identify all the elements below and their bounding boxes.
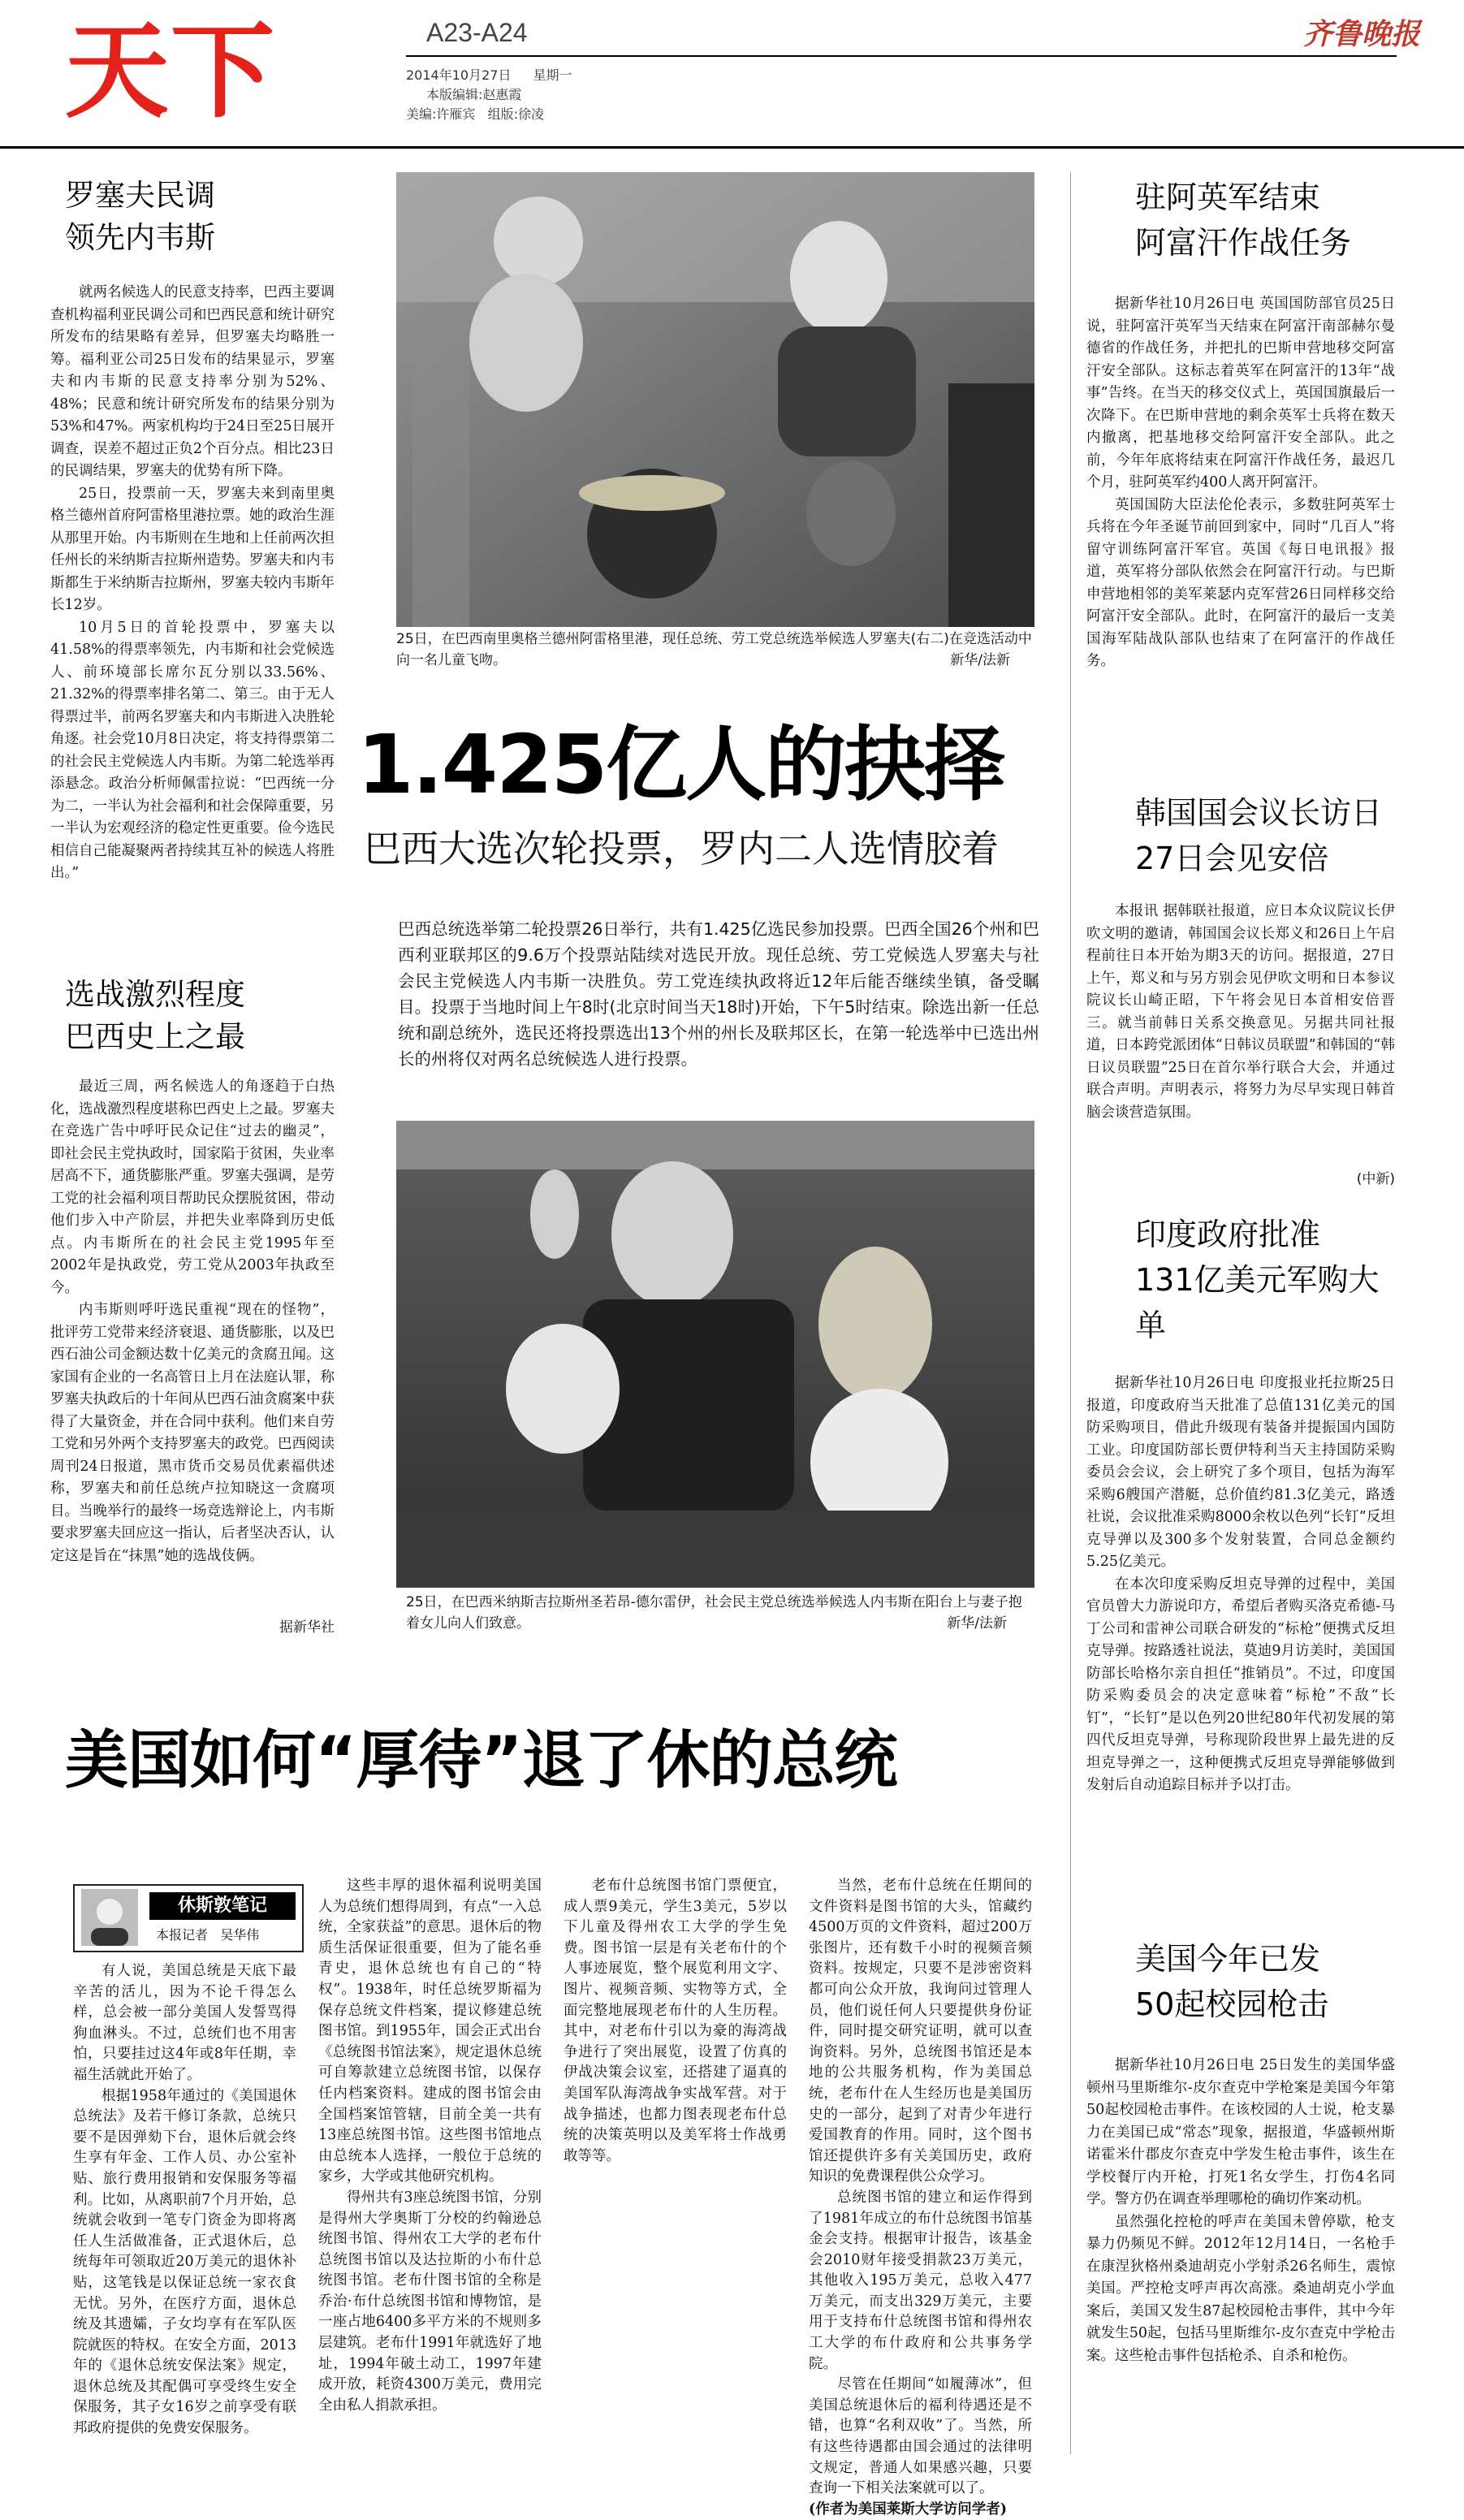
right-s3-body xyxy=(1086,1372,1395,1908)
left-credit: 据新华社 xyxy=(279,1619,335,1636)
feature-paragraph: 这些丰厚的退休福利说明美国人为总统们想得周到，有点“一入总统，全家获益”的意思。退休后的物质生活保证很重要，但为了能名垂青史，退休总统也有自己的“特权”。1938年，时任总统罗斯福为保存总统文件档案，提议修建总统图书馆。到1955年，国会正式出台《总统图书馆法案》，规定退休总统可自筹款建立总统图书馆，以保存任内档案资料。建成的图书馆会由全国档案馆管辖，目前全美一共有13座总统图书馆。这些图书馆地点由总统本人选择，一般位于总统的家乡，大学或其他研究机构。 xyxy=(318,1878,542,2185)
author-avatar xyxy=(81,1889,138,1946)
right-paragraph: 据新华社10月26日电 印度报业托拉斯25日报道，印度政府当天批准了总值131亿美元的国防采购项目，借此升级现有装备并提振国内国防工业。印度国防部长贾伊特利当天主持国防采购委员会会议，会上研究了多个项目，包括为海军采购6艘国产潜艇，总价值约81.3亿美元，路透社说，会议批准采购8000余枚以色列“长钉”反坦克导弹以及300多个发射装置，合同总金额约5.25亿美元。 xyxy=(1086,1375,1395,1570)
masthead-logo: 天下 xyxy=(65,11,277,132)
left-paragraph: 内韦斯则呼吁选民重视“现在的怪物”，批评劳工党带来经济衰退、通货膨胀，以及巴西石油公司金额达数十亿美元的贪腐丑闻。这家国有企业的一名高管日上月在法庭认罪，称罗塞夫执政后的十年间从巴西石油贪腐案中获得了大量资金，并在合同中获利。他们来自劳工党和另外两个支持罗塞夫的政党。巴西阅读周刊24日报道，黑市货币交易员优素福供述称，罗塞夫和前任总统卢拉知晓这一贪腐项目。当晚举行的最终一场竞选辩论上，内韦斯要求罗塞夫回应这一指认，后者坚决否认，认定这是旨在“抹黑”她的选战伎俩。 xyxy=(50,1302,335,1564)
right-paragraph: 据新华社10月26日电 英国国防部官员25日说，驻阿富汗英军当天结束在阿富汗南部赫尔曼德省的作战任务，并把扎的巴斯申营地移交阿富汗安全部队。这标志着英军在阿富汗的13年“战事”告终。在当天的移交仪式上，英国国旗最后一次降下。在巴斯申营地的剩余英军士兵将在数天内撤离，把基地移交给阿富汗安全部队。此之前，今年年底将结束在阿富汗作战任务，最迟几个月，驻阿英军约400人离开阿富汗。 xyxy=(1086,296,1395,491)
masthead-bottom-rule xyxy=(0,146,1464,149)
main-headline: 1.425亿人的抉择 xyxy=(357,717,1004,812)
right-column xyxy=(1086,175,1395,2465)
masthead-design: 美编:许雁宾 组版:徐凌 xyxy=(406,106,545,122)
left-headline-3: 选战激烈程度 xyxy=(65,977,245,1012)
feature-col-2 xyxy=(318,1876,542,2465)
left-headline-1: 罗塞夫民调 xyxy=(65,178,215,213)
right-paragraph: 本报讯 据韩联社报道，应日本众议院议长伊吹文明的邀请，韩国国会议长郑义和26日上午启程前往日本开始为期3天的访问。据报道，27日上午，郑义和与另方别会见伊吹文明和日本参议院议长山崎正昭，下午将会见日本首相安倍晋三。就当前韩日关系交换意见。另据共同社报道，日本跨党派团体“日韩议员联盟”和韩国的“韩日议员联盟”25日在首尔举行联合大会，并通过联合声明。声明表示，将努力为尽早实现日韩首脑会谈营造氛围。 xyxy=(1086,903,1395,1121)
right-story-4 xyxy=(1086,1936,1395,2396)
left-paragraph: 25日，投票前一天，罗塞夫来到南里奥格兰德州首府阿雷格里港拉票。她的政治生涯从那里开始。内韦斯则在生地和上任前两次担任州长的米纳斯吉拉斯州造势。罗塞夫和内韦斯都生于米纳斯吉拉斯州，罗塞夫较内韦斯年长12岁。 xyxy=(50,485,335,613)
feature-paragraph: 总统图书馆的建立和运作得到了1981年成立的布什总统图书馆基金会支持。根据审计报告，该基金会2010财年接受捐款23万美元，其他收入195万美元，总收入477万美元，而支出329万美元，主要用于支持布什总统图书馆和得州农工大学的布什政府和公共事务学院。 xyxy=(809,2189,1032,2372)
right-s3-headline-1: 印度政府批准 xyxy=(1135,1217,1321,1252)
top-photo-caption-text: 25日，在巴西南里奥格兰德州阿雷格里港，现任总统、劳工党总统选举候选人罗塞夫(右二)在竞选活动中向一名儿童飞吻。 xyxy=(396,631,1032,668)
masthead xyxy=(0,0,1464,150)
left-headline-2: 领先内韦斯 xyxy=(65,220,215,255)
right-s2-body xyxy=(1086,901,1395,1169)
left-headline-4: 巴西史上之最 xyxy=(65,1019,245,1054)
right-s2-headline-2: 27日会见安倍 xyxy=(1135,841,1329,876)
feature-paragraph: 根据1958年通过的《美国退休总统法》及若干修订条款，总统只要不是因弹劾下台，退休后就会终生享有年金、工作人员、办公室补贴、旅行费用报销和安保服务等福利。比如，从离职前7个月开始，总统就会收到一笔专门资金为即将离任人生活做准备，正式退休后，总统每年可领取近20万美元的退休补贴，这笔钱是以保证总统一家衣食无忧。另外，在医疗方面，退休总统及其遗孀，子女均享有在军队医院就医的特权。在安全方面，2013年的《退休总统安保法案》规定，退休总统及其配偶可享受终生安全保服务，其子女16岁之前享受有联邦政府提供的免费安保服务。 xyxy=(73,2087,296,2437)
right-story-2 xyxy=(1086,790,1395,1187)
left-body-1 xyxy=(50,282,335,956)
masthead-weekday: 星期一 xyxy=(533,67,572,83)
column-divider xyxy=(1070,172,1071,2454)
right-paragraph: 虽然强化控枪的呼声在美国未曾停歇，枪支暴力仍频见不鲜。2012年12月14日，一名枪手在康涅狄格州桑迪胡克小学射杀26名师生，震惊美国。严控枪支呼声再次高涨。桑迪胡克小学血案后，美国又发生87起校园枪击事件，其中今年就发生50起，包括马里斯维尔-皮尔查克中学枪击案。这些枪击事件包括枪杀、自杀和枪伤。 xyxy=(1086,2213,1395,2364)
main-lead: 巴西总统选举第二轮投票26日举行，共有1.425亿选民参加投票。巴西全国26个州和巴西利亚联邦区的9.6万个投票站陆续对选民开放。现任总统、劳工党候选人罗塞夫与社会民主党候选人内韦斯一决胜负。劳工党连续执政将近12年后能否继续坐镇，备受瞩目。投票于当地时间上午8时(北京时间当天18时)开始，下午5时结束。除选出新一任总统和副总统外，选民还将投票选出13个州的州长及联邦区长，在第一轮选举中已选出州长的州将仅对两名总统候选人进行投票。 xyxy=(398,919,1039,1069)
middle-photo-image xyxy=(396,1121,1034,1588)
left-body-2 xyxy=(50,1076,335,1612)
column-badge xyxy=(73,1884,304,1952)
right-s4-body xyxy=(1086,2055,1395,2396)
right-story-3 xyxy=(1086,1212,1395,1908)
top-photo-image xyxy=(396,172,1034,627)
feature-paragraph: 老布什总统图书馆门票便宜，成人票9美元，学生3美元，5岁以下儿童及得州农工大学的学生免费。图书馆一层是有关老布什的个人事迹展览，整个展览利用文字、图片、视频音频、实物等方式，全面完整地展现老布什的人生历程。其中，对老布什引以为豪的海湾战争进行了突出展览，设置了仿真的伊战决策会议室，还搭建了逼真的美国军队海湾战争实战军营。对于战争描述，也都力图表现老布什总统的决策英明以及美军将士作战勇敢等等。 xyxy=(564,1878,787,2164)
middle-photo-caption-text: 25日，在巴西米纳斯吉拉斯州圣若昂-德尔雷伊，社会民主党总统选举候选人内韦斯在阳台上与妻子抱着女儿向人们致意。 xyxy=(406,1594,1022,1632)
feature-paragraph: 有人说，美国总统是天底下最辛苦的活儿，因为不论千得怎么样，总会被一部分美国人发誓骂得狗血淋头。不过，总统们也不用害怕，只要挂过这4年或8年任期，幸福生活就此开始了。 xyxy=(73,1963,296,2083)
feature-author-note: (作者为美国莱斯大学访问学者) xyxy=(809,2501,1008,2518)
masthead-editor: 本版编辑:赵惠霞 xyxy=(426,87,522,102)
left-paragraph: 最近三周，两名候选人的角逐趋于白热化，选战激烈程度堪称巴西史上之最。罗塞夫在竞选广告中呼吁民众记住“过去的幽灵”，即社会民主党执政时，国家陷于贫困，失业率居高不下，通货膨胀严重。罗塞夫强调，是劳工党的社会福利项目帮助民众摆脱贫困，带动他们步入中产阶层，并把失业率降到历史低点。内韦斯所在的社会民主党1995年至2002年是执政党，劳工党从2003年执政至今。 xyxy=(50,1078,335,1296)
right-s4-headline-2: 50起校园枪击 xyxy=(1135,1986,1329,2022)
top-photo-caption xyxy=(396,629,1034,671)
feature-col-1 xyxy=(73,1961,296,2465)
right-s1-headline-2: 阿富汗作战任务 xyxy=(1135,225,1352,261)
column-name: 休斯敦笔记 xyxy=(149,1892,296,1920)
feature-col-3 xyxy=(564,1876,787,2465)
masthead-date xyxy=(406,65,572,84)
feature-col-4 xyxy=(809,1876,1032,2518)
feature-paragraph: 当然，老布什总统在任期间的文件资料是图书馆的大头，馆藏约4500万页的文件资料，超过200万张图片，还有数千小时的视频音频资料。按规定，只要不是涉密资料都可向公众开放，我询问过管理人员，他们说任何人只要提供身份证件，同时提交研究证明，就可以查询资料。另外，总统图书馆还是本地的公共服务机构，作为美国总统，老布什在人生经历也是美国历史的一部分，起到了对青少年进行爱国教育的作用。同时，这个图书馆还提供许多有关美国历史，政府知识的免费课程供公众学习。 xyxy=(809,1878,1032,2185)
masthead-divider xyxy=(406,55,1397,57)
masthead-paper-name: 齐鲁晚报 xyxy=(1303,17,1421,51)
right-s1-body xyxy=(1086,293,1395,756)
main-subhead: 巴西大选次轮投票，罗内二人选情胶着 xyxy=(364,827,999,871)
right-story-1 xyxy=(1086,175,1395,756)
right-s3-headline-2: 131亿美元军购大单 xyxy=(1135,1262,1380,1343)
right-s2-headline-1: 韩国国会议长访日 xyxy=(1135,795,1383,831)
left-paragraph: 10月5日的首轮投票中，罗塞夫以41.58%的得票率领先，内韦斯和社会党候选人、前环境部长席尔瓦分别以33.56%、21.32%的得票率排名第二、第三。由于无人得票过半，前两名罗塞夫和内韦斯进入决胜轮角逐。社会党10月8日决定，将支持得票第二的社会民主党候选人内韦斯。为第二轮选举再添悬念。政治分析师佩雷拉说：“巴西统一分为二，一半认为社会福利和社会保障重要，另一半认为宏观经济的稳定性更重要。俭今选民相信自己能凝聚两者持续其互补的候选人将胜出。” xyxy=(50,619,335,881)
feature-byline: 本报记者 吴华伟 xyxy=(156,1927,260,1943)
masthead-pages: A23-A24 xyxy=(426,18,528,47)
author-avatar-image xyxy=(81,1889,138,1946)
middle-photo-caption xyxy=(406,1592,1031,1634)
feature-paragraph: 得州共有3座总统图书馆，分别是得州大学奥斯丁分校的约翰逊总统图书馆、得州农工大学的老布什总统图书馆以及达拉斯的小布什总统图书馆。老布什图书馆的全称是乔治·布什总统图书馆和博物馆，是一座占地6400多平方米的不规则多层建筑。老布什1991年就选好了地址，1994年破土动工，1997年建成开放，耗资4300万美元，费用完全由私人捐款承担。 xyxy=(318,2189,542,2414)
top-photo-credit: 新华/法新 xyxy=(950,652,1010,668)
right-s4-headline-1: 美国今年已发 xyxy=(1135,1941,1321,1977)
right-s1-headline-1: 驻阿英军结束 xyxy=(1135,179,1321,215)
left-paragraph: 就两名候选人的民意支持率，巴西主要调查机构福利亚民调公司和巴西民意和统计研究所发布的结果略有差异，但罗塞夫均略胜一筹。福利亚公司25日发布的结果显示，罗塞夫和内韦斯的民意支持率分别为52%、48%；民意和统计研究所发布的结果分别为53%和47%。两家机构均于24日至25日展开调查，误差不超过正负2个百分点。相比23日的民调结果，罗塞夫的优势有所下降。 xyxy=(50,284,335,479)
top-photo xyxy=(396,172,1034,627)
right-paragraph: 在本次印度采购反坦克导弹的过程中，美国官员曾大力游说印方，希望后者购买洛克希德-马丁公司和雷神公司联合研发的“标枪”便携式反坦克导弹。按路透社说法，莫迪9月访美时，美国国防部长哈格尔亲自担任“推销员”。不过，印度国防采购委员会的决定意味着“标枪”不敌“长钉”，“长钉”是以色列20世纪80年代初发展的第四代反坦克导弹，号称现阶段世界上最先进的反坦克导弹之一，这种便携式反坦克导弹能够做到发射后自动追踪目标并予以打击。 xyxy=(1086,1576,1395,1793)
masthead-date-text: 2014年10月27日 xyxy=(406,67,512,83)
middle-photo-credit: 新华/法新 xyxy=(947,1615,1007,1632)
right-paragraph: 据新华社10月26日电 25日发生的美国华盛顿州马里斯维尔-皮尔查克中学枪案是美国今年第50起校园枪击事件。在该校园的人士说，枪支暴力在美国已成“常态”现象，据报道，华盛顿州斯诺霍米什郡皮尔查克中学发生枪击事件，该生在学校餐厅内开枪，打死1名女学生，打伤4名同学。警方仍在调查举理哪枪的确切作案动机。 xyxy=(1086,2057,1395,2207)
right-s2-credit: (中新) xyxy=(1356,1171,1395,1187)
middle-photo xyxy=(396,1121,1034,1588)
right-paragraph: 英国国防大臣法伦伦表示，多数驻阿英军士兵将在今年圣诞节前回到家中，同时“几百人”将留守训练阿富汗军官。英国《每日电讯报》报道，英军将分部队依然会在阿富汗行动。与巴斯申营地相邻的美军莱瑟内克军营26日同样移交给阿富汗安全部队。此时，在阿富汗的最后一支美国海军陆战队部队也结束了在阿富汗的作战任务。 xyxy=(1086,496,1395,669)
left-story xyxy=(50,175,335,1636)
feature-paragraph: 尽管在任期间“如履薄冰”，但美国总统退休后的福利待遇还是不错，也算“名利双收”了。当然，所有这些待遇都由国会通过的法律明文规定，普通人如果感兴趣，只要查询一下相关法案就可以了。 xyxy=(809,2376,1032,2497)
feature-headline: 美国如何“厚待”退了休的总统 xyxy=(65,1724,897,1797)
